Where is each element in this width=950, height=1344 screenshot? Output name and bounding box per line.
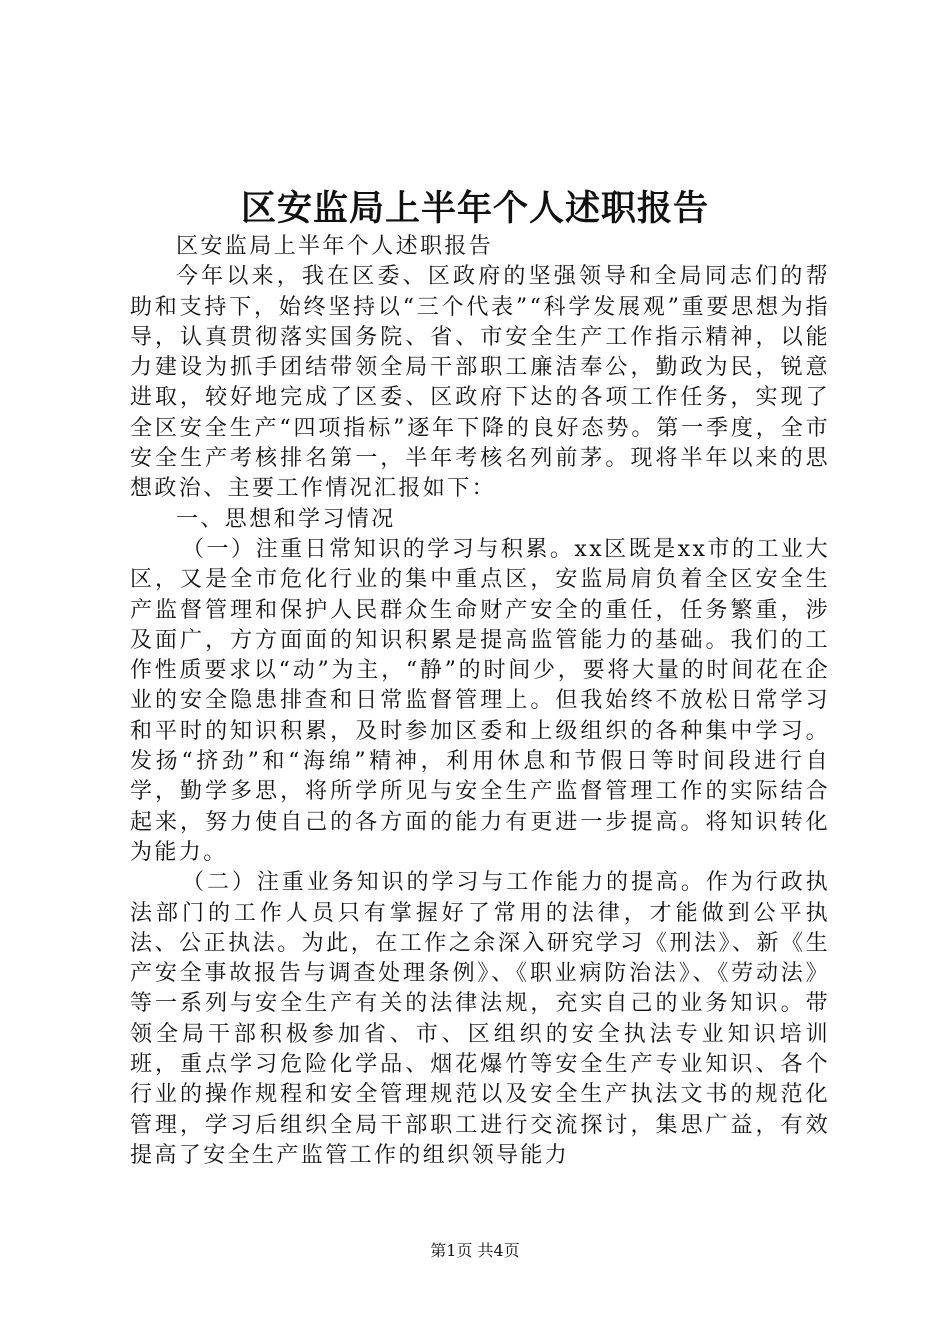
subtitle-paragraph: 区安监局上半年个人述职报告 xyxy=(176,234,494,259)
section-heading: 一、思想和学习情况 xyxy=(176,506,396,532)
section-item-1: （一）注重日常知识的学习与积累。xx区既是xx市的工业大区，又是全市危化行业的集中重点区，安监局肩负着全区安全生产监督管理和保护人民群众生命财产安全的重任，任务繁重，涉及面广，方方面面的知识积累是提高监管能力的基础。我们的工作性质要求以“动”为主，“静”的时间少，要将大量的时间花在企业的安全隐患排查和日常监督管理上。但我始终不放松日常学习和平时的知识积累，及时参加区委和上级组织的各种集中学习。发扬“挤劲”和“海绵”精神，利用休息和节假日等时间段进行自学，勤学多思，将所学所见与安全生产监督管理工作的实际结合起来，努力使自己的各方面的能力有更进一步提高。将知识转化为能力。 xyxy=(130,536,830,865)
document-title: 区安监局上半年个人述职报告 xyxy=(240,188,709,229)
page-footer: 第1页 共4页 xyxy=(430,1241,520,1260)
intro-paragraph: 今年以来，我在区委、区政府的坚强领导和全局同志们的帮助和支持下，始终坚持以“三个代表”“科学发展观”重要思想为指导，认真贯彻落实国务院、省、市安全生产工作指示精神，以能力建设为抓手团结带领全局干部职工廉洁奉公，勤政为民，锐意进取，较好地完成了区委、区政府下达的各项工作任务，实现了全区安全生产“四项指标”逐年下降的良好态势。第一季度，全市安全生产考核排名第一，半年考核名列前茅。现将半年以来的思想政治、主要工作情况汇报如下： xyxy=(130,264,830,502)
section-item-2: （二）注重业务知识的学习与工作能力的提高。作为行政执法部门的工作人员只有掌握好了常用的法律，才能做到公平执法、公正执法。为此，在工作之余深入研究学习《刑法》、新《生产安全事故报告与调查处理条例》、《职业病防治法》、《劳动法》等一系列与安全生产有关的法律法规，充实自己的业务知识。带领全局干部积极参加省、市、区组织的安全执法专业知识培训班，重点学习危险化学品、烟花爆竹等安全生产专业知识、各个行业的操作规程和安全管理规范以及安全生产执法文书的规范化管理，学习后组织全局干部职工进行交流探讨，集思广益，有效提高了安全生产监管工作的组织领导能力 xyxy=(130,870,830,1168)
document-body xyxy=(130,232,830,1171)
